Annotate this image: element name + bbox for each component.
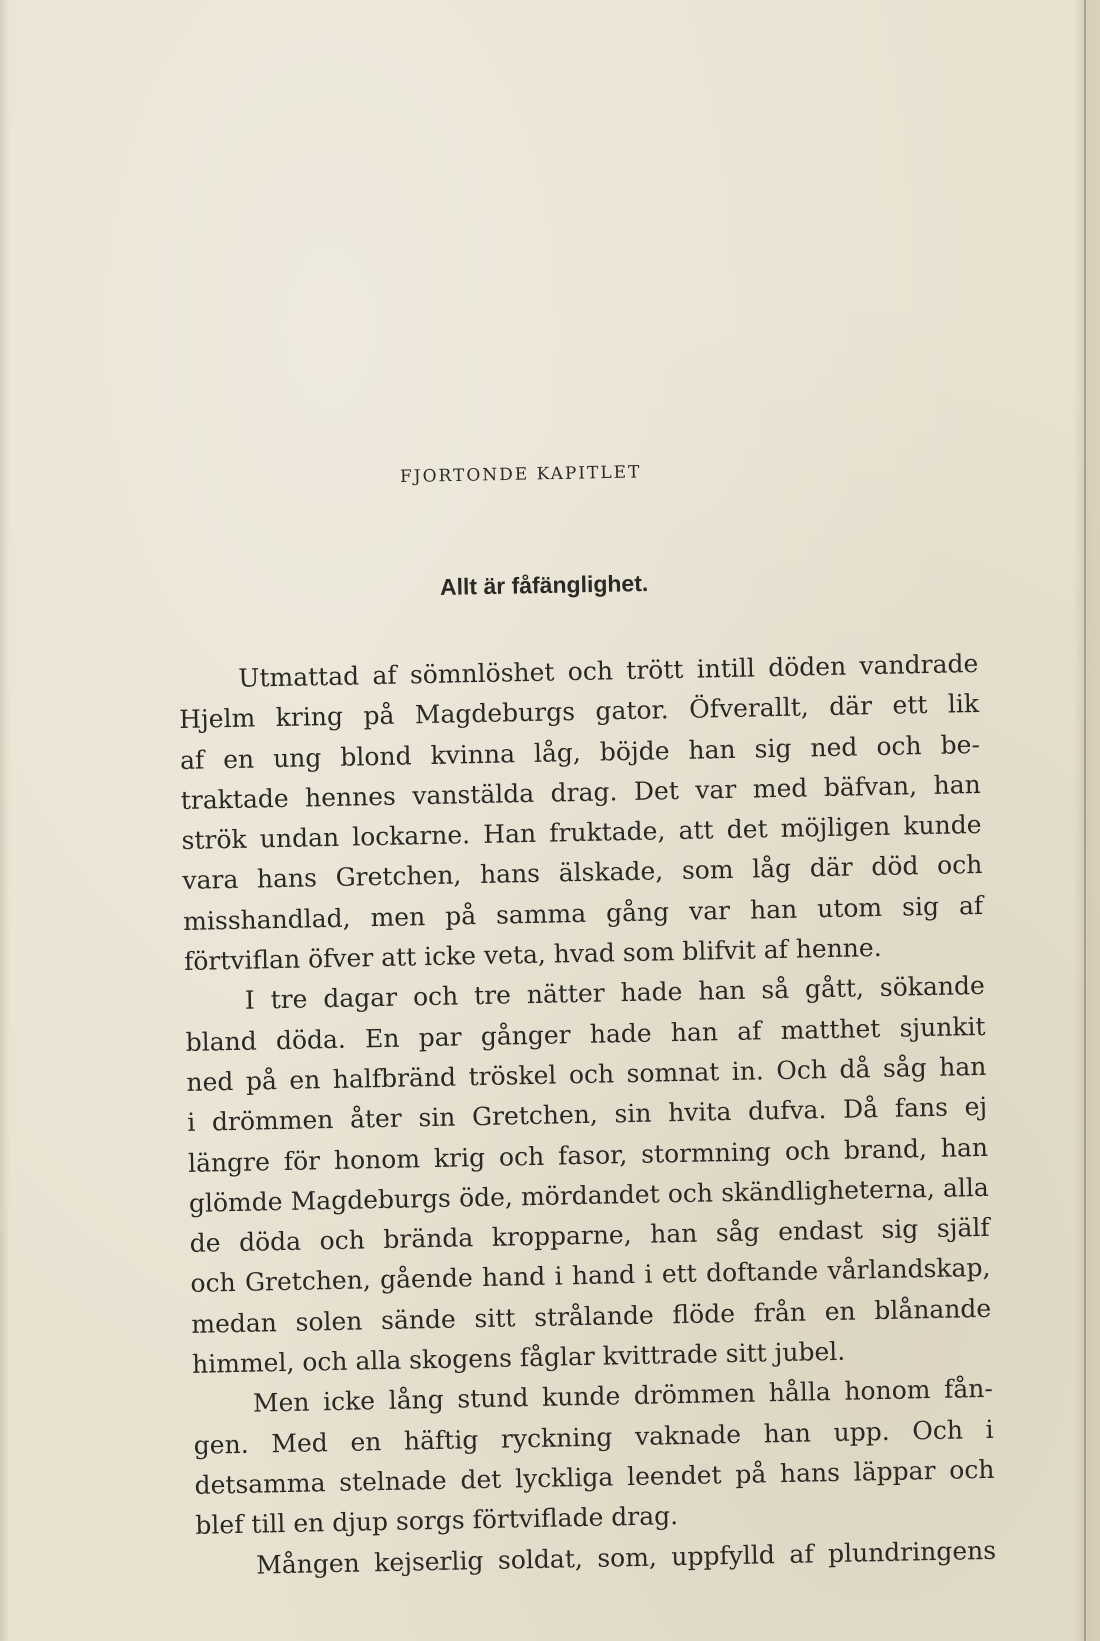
text-line: himmel, och alla skogens fåglar kvittrade sitt jubel. (191, 1336, 846, 1379)
text-line: längre för honom krig och fasor, stormning och brand, han (187, 1132, 989, 1178)
text-line: förtviflan öfver att icke veta, hvad som blifvit af henne. (183, 933, 882, 977)
page-foot-mark (438, 1568, 450, 1570)
page-right-edge (1074, 0, 1100, 1641)
text-line: i drömmen åter sin Gretchen, sin hvita dufva. Då fans ej (186, 1092, 988, 1138)
text-line: bland döda. En par gånger hade han af matthet sjunkit (185, 1011, 986, 1057)
page-binding-line (1084, 0, 1086, 1641)
text-line: misshandlad, men på samma gång var han utom sig af (182, 890, 984, 936)
body-text (178, 644, 996, 1587)
chapter-title: Allt är fåfänglighet. (439, 570, 649, 600)
text-line: medan solen sände sitt strålande flöde från en blånande (191, 1293, 992, 1339)
text-line: strök undan lockarne. Han fruktade, att det möjligen kunde (181, 810, 982, 856)
text-line: de döda och brända kropparne, han såg endast sig själf (189, 1212, 990, 1259)
text-line: af en ung blond kvinna låg, böjde han sig ned och be- (179, 729, 981, 775)
text-line: Men icke lång stund kunde drömmen hålla honom fån- (252, 1374, 994, 1418)
text-line: traktade hennes vanstälda drag. Det var med bäfvan, han (180, 769, 981, 815)
page-left-shadow (0, 0, 10, 1641)
text-line: vara hans Gretchen, hans älskade, som låg där död och (182, 850, 983, 896)
text-line: och Gretchen, gående hand i hand i ett doftande vårlandskap, (190, 1253, 991, 1299)
text-line: Hjelm kring på Magdeburgs gator. Öfverallt, där ett lik (178, 689, 980, 735)
text-line: I tre dagar och tre nätter hade han så gått, sökande (244, 971, 985, 1016)
text-line: detsamma stelnade det lyckliga leendet på hans läppar och (194, 1454, 995, 1500)
text-line: ned på en halfbränd tröskel och somnat in. Och då såg han (186, 1051, 987, 1097)
text-line: Mången kejserlig soldat, som, uppfylld af plundringens (255, 1535, 997, 1580)
text-line: gen. Med en häftig ryckning vaknade han upp. Och i (193, 1414, 994, 1460)
text-line: Utmattad af sömnlöshet och trött intill döden vandrade (238, 648, 979, 693)
text-line: blef till en djup sorgs förtviflade drag. (195, 1501, 679, 1541)
chapter-label: FJORTONDE KAPITLET (399, 462, 642, 487)
text-line: glömde Magdeburgs öde, mördandet och skändligheterna, alla (188, 1172, 990, 1218)
